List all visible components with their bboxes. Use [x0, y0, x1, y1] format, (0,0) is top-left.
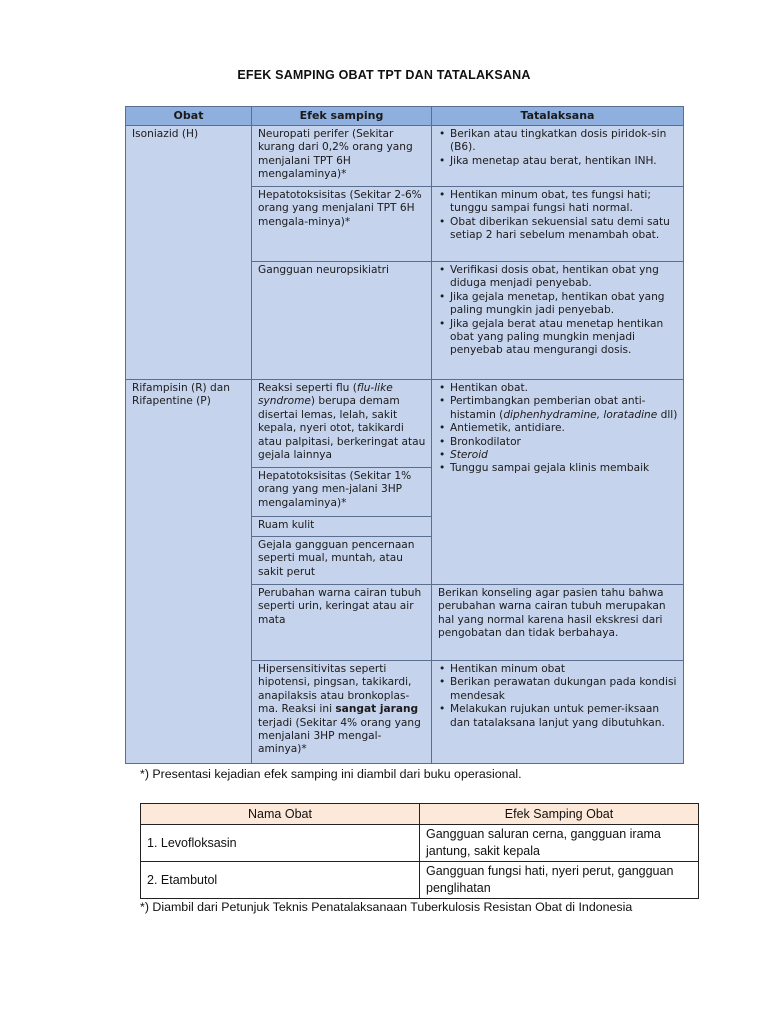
treatment-list: [438, 382, 679, 476]
list-item: • Berikan atau tingkatkan dosis piridok-sin (B6).: [450, 128, 679, 155]
flu-effect-rest: ) berupa demam disertai lemas, lelah, sakit kepala, nyeri otot, takikardi atau palpitasi, berkeringat atau gejala lainnya: [258, 395, 426, 462]
flu-like-term: flu-like syndrome: [258, 382, 393, 408]
drug-effect-cell: Gangguan fungsi hati, nyeri perut, gangguan penglihatan: [420, 862, 699, 899]
effect-cell: [252, 661, 432, 764]
effect-cell: Perubahan warna cairan tubuh seperti urin, keringat atau air mata: [252, 585, 432, 661]
treatment-list: [438, 663, 679, 730]
header-efek-samping-obat: Efek Samping Obat: [420, 804, 699, 825]
treatment-cell: [432, 262, 684, 380]
list-item: • Hentikan minum obat: [450, 663, 679, 676]
treatment-cell: [432, 380, 684, 585]
list-item: • Jika menetap atau berat, hentikan INH.: [450, 155, 679, 168]
resistant-drug-table: [140, 803, 699, 899]
flu-effect-lead: Reaksi seperti flu (: [258, 382, 357, 394]
treatment-cell: Berikan konseling agar pasien tahu bahwa perubahan warna cairan tubuh merupakan hal yang normal karena hasil ekskresi dari pengobatan dan tidak berbahaya.: [432, 585, 684, 661]
footnote-source: *) Diambil dari Petunjuk Teknis Penatalaksanaan Tuberkulosis Resistan Obat di Indonesia: [140, 900, 633, 914]
effect-cell: Neuropati perifer (Sekitar kurang dari 0,2% orang yang menjalani TPT 6H mengalaminya)*: [252, 126, 432, 187]
table-row: [126, 380, 684, 468]
table-row: [141, 862, 699, 899]
treatment-cell: [432, 126, 684, 187]
list-item: • Antiemetik, antidiare.: [450, 422, 679, 435]
effect-cell: Gangguan neuropsikiatri: [252, 262, 432, 380]
treatment-cell: [432, 661, 684, 764]
effect-cell: Hepatotoksisitas (Sekitar 2-6% orang yang menjalani TPT 6H mengala-minya)*: [252, 187, 432, 262]
hypersensitivity-rest: terjadi (Sekitar 4% orang yang menjalani 3HP mengal-aminya)*: [258, 716, 421, 756]
list-item: • Jika gejala menetap, hentikan obat yang paling mungkin jadi penyebab.: [450, 291, 679, 318]
table-row: [141, 825, 699, 862]
treatment-list: [438, 264, 679, 358]
list-item: • Melakukan rujukan untuk pemer-iksaan dan tatalaksana lanjut yang dibutuhkan.: [450, 703, 679, 730]
list-item: • Hentikan minum obat, tes fungsi hati; tunggu sampai fungsi hati normal.: [450, 189, 679, 216]
list-item: • Hentikan obat.: [450, 382, 679, 395]
effect-cell: Hepatotoksisitas (Sekitar 1% orang yang men-jalani 3HP mengalaminya)*: [252, 468, 432, 517]
list-item: • Bronkodilator: [450, 436, 679, 449]
footnote-operational: *) Presentasi kejadian efek samping ini diambil dari buku operasional.: [140, 767, 522, 781]
drug-cell: Isoniazid (H): [126, 126, 252, 380]
list-item: • Verifikasi dosis obat, hentikan obat yng diduga menjadi penyebab.: [450, 264, 679, 291]
drug-name-cell: 2. Etambutol: [141, 862, 420, 899]
side-effects-table: [125, 106, 684, 764]
treatment-list: [438, 189, 679, 243]
table-row: [126, 126, 684, 187]
drug-effect-cell: Gangguan saluran cerna, gangguan irama jantung, sakit kepala: [420, 825, 699, 862]
treatment-list: [438, 128, 679, 168]
list-item: • Tunggu sampai gejala klinis membaik: [450, 462, 679, 475]
list-item: • Steroid: [450, 449, 679, 462]
treatment-cell: [432, 187, 684, 262]
table-header-row: [141, 804, 699, 825]
list-item: • Obat diberikan sekuensial satu demi satu setiap 2 hari sebelum menambah obat.: [450, 216, 679, 243]
effect-cell: Gejala gangguan pencernaan seperti mual, muntah, atau sakit perut: [252, 537, 432, 585]
drug-cell: Rifampisin (R) dan Rifapentine (P): [126, 380, 252, 764]
header-efek-samping: Efek samping: [252, 107, 432, 126]
effect-cell: [252, 380, 432, 468]
list-item: • Berikan perawatan dukungan pada kondisi mendesak: [450, 676, 679, 703]
list-item: • Jika gejala berat atau menetap hentikan obat yang paling mungkin menjadi penyebab atau mengurangi dosis.: [450, 318, 679, 358]
header-tatalaksana: Tatalaksana: [432, 107, 684, 126]
page-title: EFEK SAMPING OBAT TPT DAN TATALAKSANA: [237, 68, 531, 82]
sangat-jarang-bold: sangat jarang: [335, 703, 419, 716]
hypersensitivity-lead: Hipersensitivitas seperti hipotensi, pingsan, takikardi, anapilaksis atau bronkoplas-ma. Reaksi ini: [258, 663, 412, 716]
effect-cell: Ruam kulit: [252, 517, 432, 537]
header-nama-obat: Nama Obat: [141, 804, 420, 825]
drug-names-italic: diphenhydramine, loratadine: [503, 408, 658, 421]
list-item: • Pertimbangkan pemberian obat anti-histamin (diphenhydramine, loratadine dll): [450, 395, 679, 422]
table-header-row: [126, 107, 684, 126]
header-obat: Obat: [126, 107, 252, 126]
drug-name-cell: 1. Levofloksasin: [141, 825, 420, 862]
